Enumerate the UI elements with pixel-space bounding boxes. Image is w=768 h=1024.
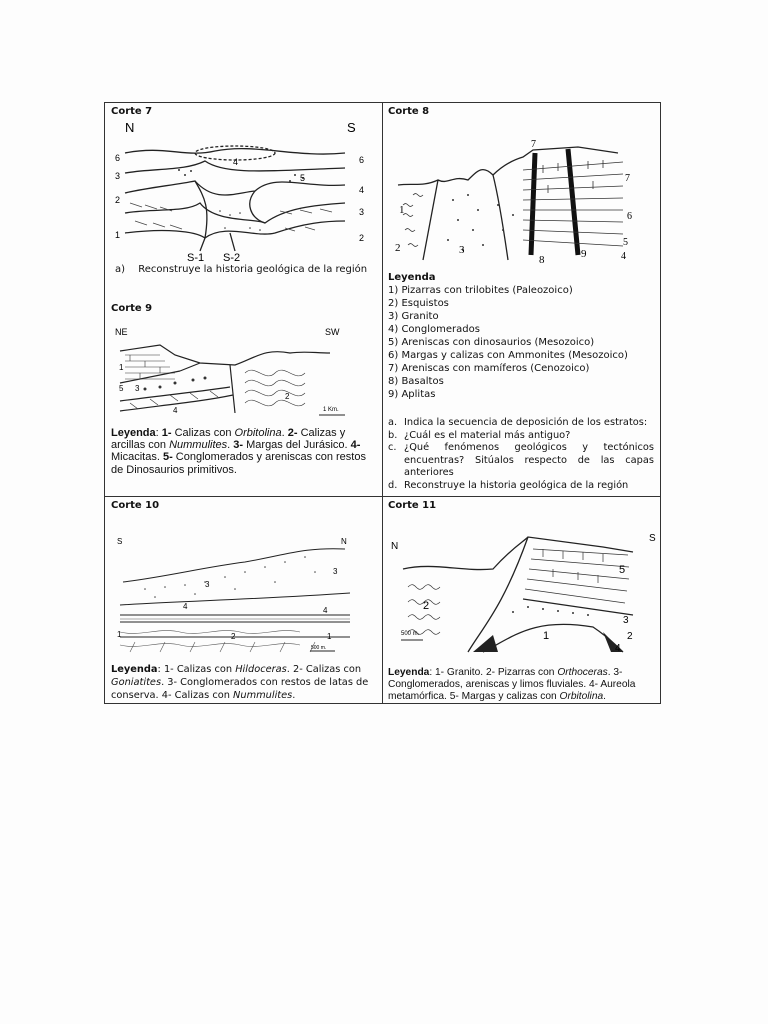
- question-item: a. Indica la secuencia de deposición de los estratos:: [388, 417, 648, 428]
- corte-8-legend-title: Leyenda: [388, 272, 436, 283]
- corte-8-label: 6: [627, 211, 632, 222]
- corte-8-label: 3: [459, 244, 465, 256]
- corte-7-left-label: 2: [115, 195, 121, 205]
- corte-9-sw: SW: [325, 327, 340, 337]
- corte-10-label: 1: [117, 630, 122, 639]
- corte-11-label: 4: [615, 643, 621, 654]
- corte-10-label: 3: [333, 567, 338, 576]
- corte-9-diagram: [105, 323, 382, 423]
- corte-11-title: Corte 11: [388, 500, 437, 511]
- corte-8-label: 7: [531, 139, 536, 150]
- legend-item: 6) Margas y calizas con Ammonites (Mesozoico): [388, 350, 628, 361]
- exercise-sheet: [104, 102, 661, 704]
- legend-item: 3) Granito: [388, 311, 439, 322]
- legend-item: 1) Pizarras con trilobites (Paleozoico): [388, 285, 573, 296]
- corte-11-north: N: [391, 541, 399, 552]
- corte-7-fault-label: S-1: [187, 252, 205, 264]
- legend-item: 2) Esquistos: [388, 298, 449, 309]
- corte-8-diagram: [383, 135, 662, 265]
- legend-item: 8) Basaltos: [388, 376, 444, 387]
- legend-item: 4) Conglomerados: [388, 324, 480, 335]
- corte-8-title: Corte 8: [388, 106, 430, 117]
- corte-10-label: 4: [183, 602, 188, 611]
- corte-9-label: 3: [135, 384, 140, 393]
- corte-10-legend: Leyenda: 1- Calizas con Hildoceras. 2- Calizas con Goniatites. 3- Conglomerados con restos de latas de conserva. 4- Calizas con Nummulites.: [111, 664, 369, 701]
- corte-7-north: N: [125, 120, 135, 135]
- corte-8-label: 7: [625, 173, 630, 184]
- question-text: Reconstruye la historia geológica de la región: [138, 264, 368, 275]
- corte-7-right-label: 4: [359, 185, 365, 195]
- corte-7-question: [115, 263, 367, 276]
- corte-10-north: N: [341, 537, 347, 546]
- corte-7-fault-label: S-2: [223, 252, 241, 264]
- corte-11-label: 2: [627, 631, 633, 642]
- corte-7-left-label: 1: [115, 230, 121, 240]
- corte-8-label: 2: [395, 242, 401, 254]
- corte-7-title: Corte 7: [111, 106, 153, 117]
- corte-10-label: 4: [323, 606, 328, 615]
- legend-item: 9) Aplitas: [388, 389, 436, 400]
- corte-11-legend: Leyenda: 1- Granito. 2- Pizarras con Orthoceras. 3- Conglomerados, areniscas y limos fluviales. 4- Aureola metamórfica. 5- Margas y calizas con Orbitolina.: [388, 667, 636, 703]
- corte-11-south: S: [649, 533, 656, 544]
- corte-7-top-label: 4: [233, 157, 239, 167]
- corte-8-legend-list: [388, 284, 628, 401]
- corte-9-label: 5: [119, 384, 124, 393]
- corte-7-right-label: 6: [359, 155, 365, 165]
- corte-8-label: 8: [539, 254, 545, 266]
- corte-11-diagram: [383, 527, 662, 657]
- corte-9-label: 1: [119, 363, 124, 372]
- corte-9-ne: NE: [115, 327, 128, 337]
- legend-item: 7) Areniscas con mamíferos (Cenozoico): [388, 363, 590, 374]
- corte-10-panel: [105, 497, 382, 705]
- corte-10-diagram: [105, 527, 382, 657]
- corte-11-label: 3: [623, 615, 629, 626]
- corte-9-scale: 1 Km.: [323, 407, 339, 413]
- question-item: d. Reconstruye la historia geológica de la región: [388, 479, 629, 491]
- legend-item: 5) Areniscas con dinosaurios (Mesozoico): [388, 337, 595, 348]
- question-letter: a): [115, 264, 126, 275]
- question-item: c. ¿Qué fenómenos geológicos y tectónicos encuentras? Sitúalos respecto de las capas anteriores: [388, 442, 654, 479]
- corte-10-title: Corte 10: [111, 500, 160, 511]
- corte-8-questions: [388, 417, 654, 493]
- corte-7-panel: [105, 103, 382, 303]
- corte-10-south: S: [117, 537, 123, 546]
- corte-7-right-label: 3: [359, 207, 365, 217]
- corte-8-label: 5: [623, 237, 628, 248]
- corte-10-label: 3: [205, 580, 210, 589]
- question-item: b. ¿Cuál es el material más antiguo?: [388, 429, 571, 441]
- corte-9-panel: [105, 299, 382, 496]
- corte-7-south: S: [347, 120, 356, 135]
- corte-11-scale: 500 m.: [401, 631, 420, 637]
- corte-7-left-label: 6: [115, 153, 121, 163]
- corte-11-label: 1: [543, 630, 550, 642]
- corte-7-right-label: 2: [359, 233, 365, 243]
- corte-10-scale: 500 m.: [311, 645, 327, 651]
- corte-9-legend: Leyenda: 1- Calizas con Orbitolina. 2- Calizas y arcillas con Nummulites. 3- Margas del Jurásico. 4- Micacitas. 5- Conglomerados y areniscas con restos de Dinosaurios primitivos.: [111, 427, 366, 476]
- corte-9-label: 4: [173, 406, 178, 415]
- corte-9-label: 2: [285, 392, 290, 401]
- corte-8-label: 1: [399, 204, 405, 216]
- corte-8-label: 4: [621, 251, 626, 262]
- corte-7-right-label: 5: [300, 173, 306, 183]
- corte-7-diagram: [105, 113, 382, 273]
- corte-10-label: 1: [327, 632, 332, 641]
- corte-8-label: 9: [581, 248, 587, 260]
- corte-11-label: 2: [423, 600, 430, 612]
- corte-11-panel: [383, 497, 662, 705]
- corte-7-left-label: 3: [115, 171, 121, 181]
- corte-10-label: 2: [231, 632, 236, 641]
- corte-8-panel: [383, 103, 662, 496]
- corte-9-title: Corte 9: [111, 303, 153, 314]
- corte-11-label: 5: [619, 564, 626, 576]
